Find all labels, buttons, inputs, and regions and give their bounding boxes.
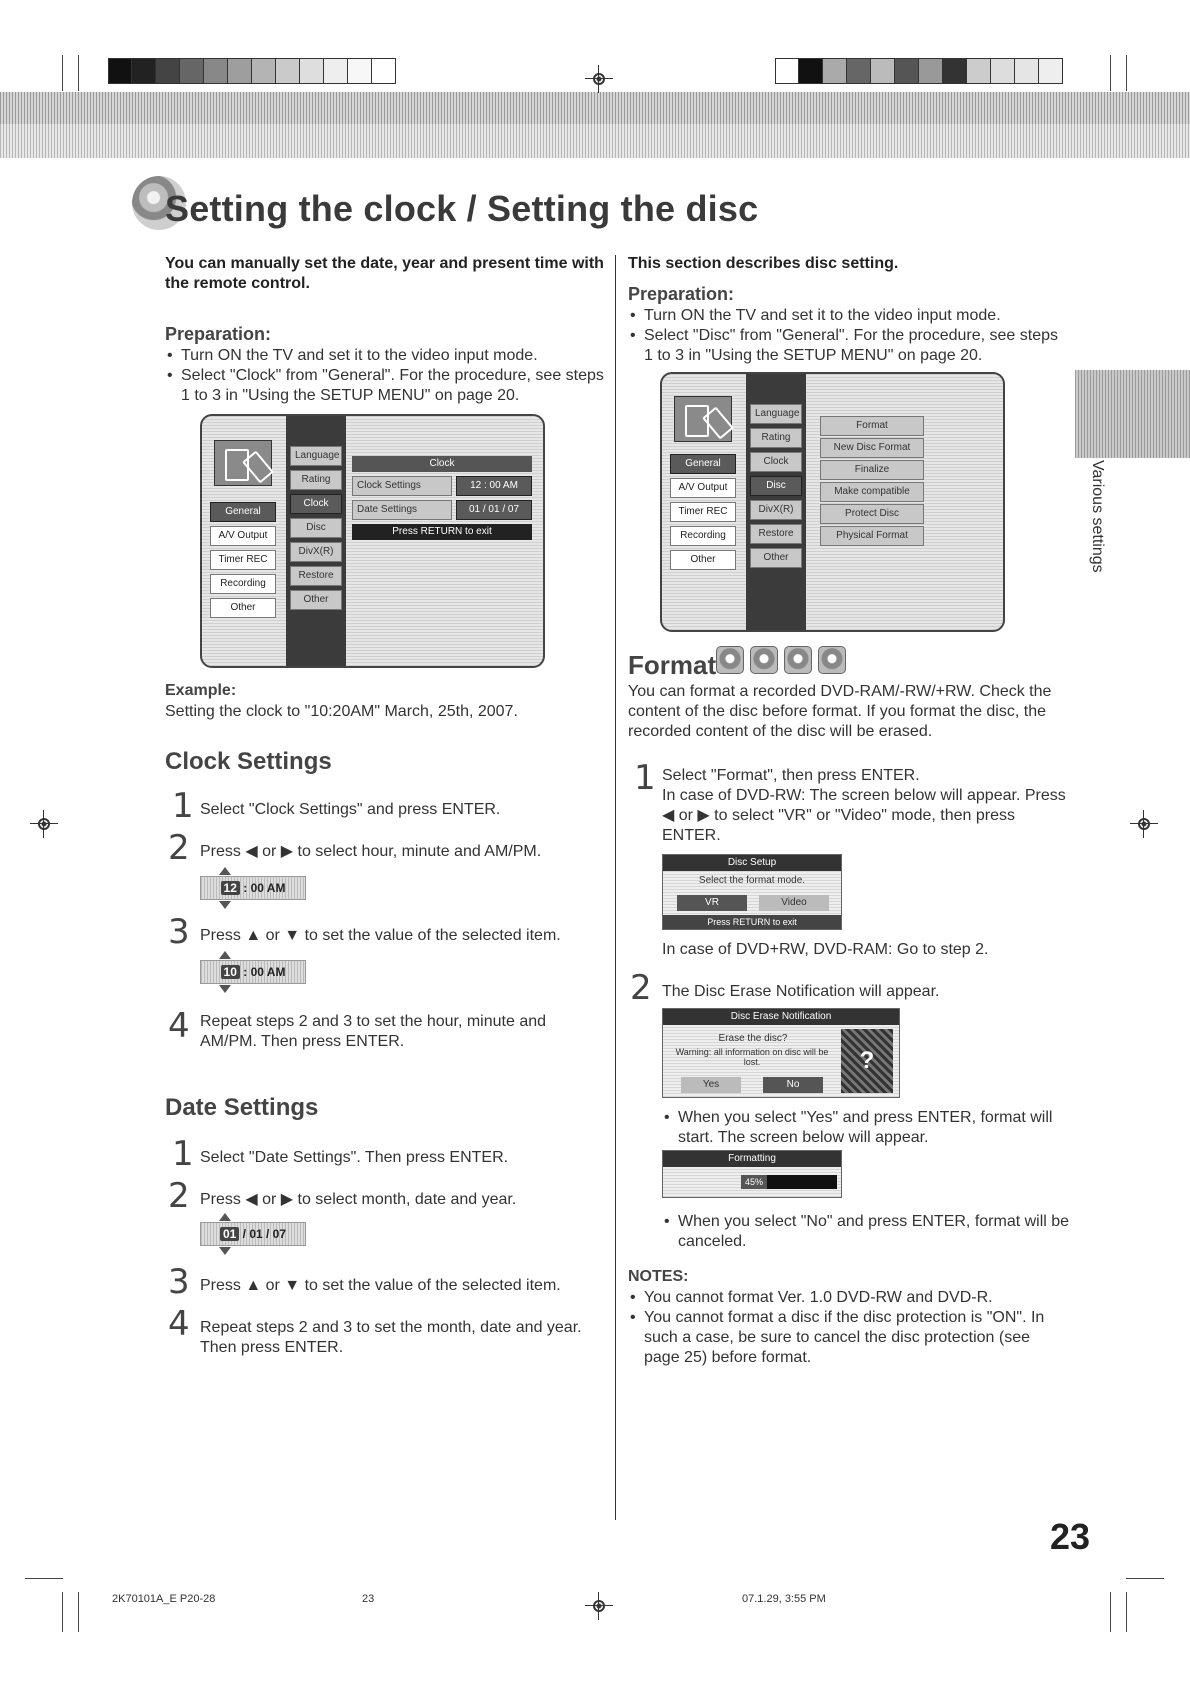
left-prep-item: • Turn ON the TV and set it to the video input mode. bbox=[165, 346, 605, 366]
registration-mark-top bbox=[585, 65, 613, 93]
page-title: Setting the clock / Setting the disc bbox=[165, 188, 759, 229]
dvd-ram-icon bbox=[716, 646, 744, 674]
menu-item: A/V Output bbox=[670, 478, 736, 498]
color-bar-left bbox=[108, 58, 396, 84]
crop-mark bbox=[78, 1592, 79, 1632]
clock-hour-value: 12 bbox=[221, 881, 240, 895]
format-step-1-dvdplusrw: In case of DVD+RW, DVD-RAM: Go to step 2. bbox=[662, 941, 989, 958]
footer-date: 07.1.29, 3:55 PM bbox=[742, 1593, 826, 1605]
date-rest-value: / 01 / 07 bbox=[242, 1227, 287, 1241]
disc-option: Protect Disc bbox=[820, 504, 924, 524]
erase-warning: Warning: all information on disc will be lost. bbox=[675, 1047, 829, 1067]
note-item: • You cannot format a disc if the disc protection is "ON". In such a case, be sure to cancel the disc protection (see page 25) before format. bbox=[628, 1308, 1068, 1368]
dvd-rw-video-icon bbox=[784, 646, 812, 674]
right-prep-heading: Preparation: bbox=[628, 284, 735, 304]
step-number: 3 bbox=[168, 1262, 190, 1302]
menu-item: A/V Output bbox=[210, 526, 276, 546]
submenu-item: Other bbox=[750, 548, 802, 568]
footer-page: 23 bbox=[362, 1593, 375, 1605]
step-number: 2 bbox=[168, 1176, 190, 1216]
dialog-title: Disc Erase Notification bbox=[663, 1009, 899, 1025]
submenu-item: DivX(R) bbox=[290, 542, 342, 562]
yes-option: Yes bbox=[681, 1077, 741, 1093]
disc-option: Make compatible bbox=[820, 482, 924, 502]
panel-title: Clock bbox=[352, 456, 532, 472]
up-arrow-icon bbox=[219, 1213, 231, 1221]
submenu-item: Disc bbox=[750, 476, 802, 496]
step-number: 4 bbox=[168, 1304, 190, 1344]
menu-item: General bbox=[670, 454, 736, 474]
crop-mark bbox=[1110, 55, 1111, 91]
vr-option: VR bbox=[677, 895, 747, 911]
date-step-3: Press ▲ or ▼ to set the value of the selected item. bbox=[200, 1277, 561, 1294]
date-settings-heading: Date Settings bbox=[165, 1094, 319, 1121]
down-arrow-icon bbox=[219, 901, 231, 909]
header-band bbox=[0, 92, 1190, 124]
disc-option: Physical Format bbox=[820, 526, 924, 546]
left-intro: You can manually set the date, year and present time with the remote control. bbox=[165, 255, 604, 292]
clock-minute-value: : 00 AM bbox=[243, 965, 286, 979]
crop-mark bbox=[62, 55, 63, 91]
crop-mark bbox=[1126, 1592, 1127, 1632]
clock-hour-value: 10 bbox=[221, 965, 240, 979]
no-option: No bbox=[763, 1077, 823, 1093]
clock-hour-display bbox=[200, 960, 306, 984]
dvd-plus-rw-icon bbox=[818, 646, 846, 674]
clock-step-4: Repeat steps 2 and 3 to set the hour, minute and AM/PM. Then press ENTER. bbox=[200, 1013, 547, 1050]
menu-item: Recording bbox=[210, 574, 276, 594]
format-heading: Format bbox=[628, 650, 717, 680]
step-number: 1 bbox=[172, 1134, 194, 1174]
right-prep-list bbox=[628, 306, 1068, 366]
panel-row-value: 01 / 01 / 07 bbox=[456, 500, 532, 520]
format-no-note: • When you select "No" and press ENTER, format will be canceled. bbox=[662, 1212, 1072, 1252]
clock-minute-value: : 00 AM bbox=[243, 881, 286, 895]
progress-value: 45% bbox=[741, 1175, 767, 1189]
disc-option: Finalize bbox=[820, 460, 924, 480]
disc-setup-screen bbox=[660, 372, 1005, 632]
registration-mark-bottom bbox=[585, 1592, 613, 1620]
panel-footer: Press RETURN to exit bbox=[352, 524, 532, 540]
registration-mark-right bbox=[1130, 810, 1158, 838]
right-intro: This section describes disc setting. bbox=[628, 255, 899, 272]
submenu-item: Restore bbox=[290, 566, 342, 586]
submenu-item: Clock bbox=[290, 494, 342, 514]
crop-mark bbox=[1126, 1578, 1164, 1579]
registration-mark-left bbox=[30, 810, 58, 838]
warning-icon: ? bbox=[841, 1029, 893, 1093]
menu-item: Recording bbox=[670, 526, 736, 546]
setup-icon bbox=[214, 440, 272, 486]
formatting-dialog bbox=[662, 1150, 842, 1198]
panel-row-label: Clock Settings bbox=[352, 476, 452, 496]
date-step-4: Repeat steps 2 and 3 to set the month, date and year. Then press ENTER. bbox=[200, 1319, 582, 1356]
submenu-item: Language bbox=[290, 446, 342, 466]
section-label: Various settings bbox=[1089, 460, 1106, 573]
date-step-2: Press ◀ or ▶ to select month, date and year. bbox=[200, 1191, 517, 1208]
dialog-prompt: Select the format mode. bbox=[698, 875, 806, 886]
disc-option: New Disc Format bbox=[820, 438, 924, 458]
format-step-1-dvdrw: In case of DVD-RW: The screen below will appear. Press ◀ or ▶ to select "VR" or "Video" mode, then press ENTER. bbox=[662, 787, 1066, 844]
crop-mark bbox=[1126, 55, 1127, 91]
step-number: 2 bbox=[168, 828, 190, 868]
dialog-footer: Press RETURN to exit bbox=[663, 915, 841, 929]
dialog-title: Disc Setup bbox=[663, 855, 841, 871]
clock-step-1: Select "Clock Settings" and press ENTER. bbox=[200, 801, 501, 818]
down-arrow-icon bbox=[219, 1247, 231, 1255]
crop-mark bbox=[1110, 1592, 1111, 1632]
page-number: 23 bbox=[1050, 1516, 1091, 1557]
format-step-2: The Disc Erase Notification will appear. bbox=[662, 983, 940, 1000]
note-item: • You cannot format Ver. 1.0 DVD-RW and DVD-R. bbox=[628, 1288, 1068, 1308]
menu-item: Timer REC bbox=[210, 550, 276, 570]
panel-row-value: 12 : 00 AM bbox=[456, 476, 532, 496]
submenu-item: Language bbox=[750, 404, 802, 424]
crop-mark bbox=[62, 1592, 63, 1632]
example-text: Setting the clock to "10:20AM" March, 25th, 2007. bbox=[165, 703, 518, 720]
video-option: Video bbox=[759, 895, 829, 911]
step-number: 2 bbox=[630, 968, 652, 1008]
submenu-item: Disc bbox=[290, 518, 342, 538]
column-divider bbox=[615, 255, 616, 1520]
example-heading: Example: bbox=[165, 682, 237, 699]
color-bar-right bbox=[775, 58, 1063, 84]
submenu-item: Rating bbox=[750, 428, 802, 448]
left-prep-list bbox=[165, 346, 605, 406]
dvd-rw-vr-icon bbox=[750, 646, 778, 674]
step-number: 4 bbox=[168, 1006, 190, 1046]
format-description: You can format a recorded DVD-RAM/-RW/+RW. Check the content of the disc before format. If you format the disc, the recorded content of the disc will be erased. bbox=[628, 683, 1052, 740]
submenu-item: DivX(R) bbox=[750, 500, 802, 520]
clock-setup-screen bbox=[200, 414, 545, 668]
left-prep-item: • Select "Clock" from "General". For the procedure, see steps 1 to 3 in "Using the SETUP MENU" on page 20. bbox=[165, 366, 605, 406]
dialog-title: Formatting bbox=[663, 1151, 841, 1167]
down-arrow-icon bbox=[219, 985, 231, 993]
format-yes-note: • When you select "Yes" and press ENTER, format will start. The screen below will appear. bbox=[662, 1108, 1072, 1148]
date-step-1: Select "Date Settings". Then press ENTER. bbox=[200, 1149, 509, 1166]
setup-icon bbox=[674, 396, 732, 442]
clock-step-3: Press ▲ or ▼ to set the value of the selected item. bbox=[200, 927, 561, 944]
step-number: 3 bbox=[168, 912, 190, 952]
menu-item: Other bbox=[210, 598, 276, 618]
up-arrow-icon bbox=[219, 951, 231, 959]
left-prep-heading: Preparation: bbox=[165, 324, 272, 344]
format-disc-icons bbox=[716, 646, 846, 674]
submenu-item: Clock bbox=[750, 452, 802, 472]
section-tab bbox=[1075, 370, 1190, 458]
disc-setup-dialog bbox=[662, 854, 842, 930]
right-prep-item: • Select "Disc" from "General". For the procedure, see steps 1 to 3 in "Using the SETUP MENU" on page 20. bbox=[628, 326, 1068, 366]
clock-step-2: Press ◀ or ▶ to select hour, minute and AM/PM. bbox=[200, 843, 542, 860]
menu-item: General bbox=[210, 502, 276, 522]
menu-item: Timer REC bbox=[670, 502, 736, 522]
up-arrow-icon bbox=[219, 867, 231, 875]
right-prep-item: • Turn ON the TV and set it to the video input mode. bbox=[628, 306, 1068, 326]
header-band-lower bbox=[0, 124, 1190, 158]
step-number: 1 bbox=[634, 758, 656, 798]
panel-row-label: Date Settings bbox=[352, 500, 452, 520]
notes-heading: NOTES: bbox=[628, 1268, 689, 1285]
erase-question: Erase the disc? bbox=[718, 1033, 788, 1044]
crop-mark bbox=[78, 55, 79, 91]
clock-settings-heading: Clock Settings bbox=[165, 748, 332, 775]
clock-hour-display bbox=[200, 876, 306, 900]
footer-code: 2K70101A_E P20-28 bbox=[112, 1593, 216, 1605]
menu-item: Other bbox=[670, 550, 736, 570]
format-step-1: Select "Format", then press ENTER. bbox=[662, 767, 920, 784]
disc-option: Format bbox=[820, 416, 924, 436]
disc-erase-dialog bbox=[662, 1008, 900, 1098]
crop-mark bbox=[25, 1578, 63, 1579]
submenu-item: Restore bbox=[750, 524, 802, 544]
submenu-item: Other bbox=[290, 590, 342, 610]
submenu-item: Rating bbox=[290, 470, 342, 490]
date-month-value: 01 bbox=[220, 1227, 239, 1241]
date-display bbox=[200, 1222, 306, 1246]
step-number: 1 bbox=[172, 786, 194, 826]
notes-list bbox=[628, 1288, 1068, 1368]
